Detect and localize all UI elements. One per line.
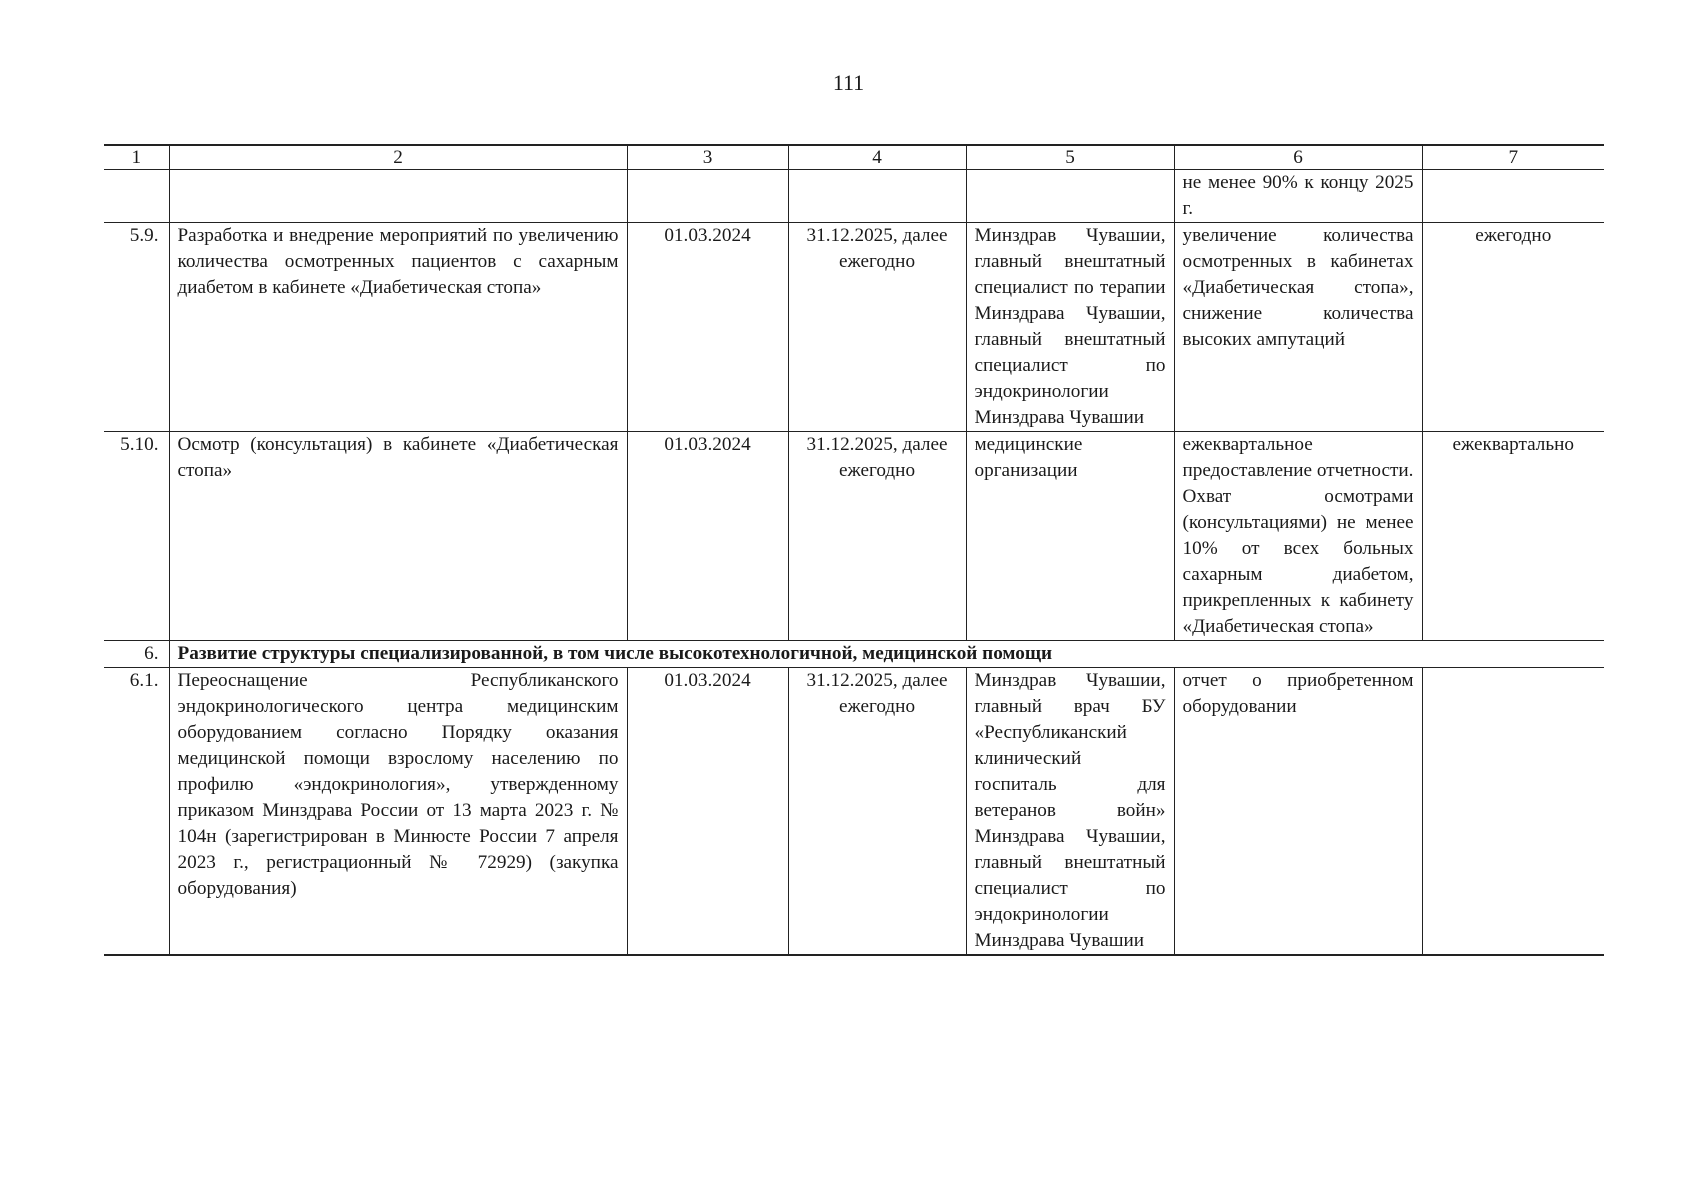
periodicity: ежеквартально — [1422, 432, 1604, 641]
header-col-6: 6 — [1174, 145, 1422, 170]
responsible: Минздрав Чувашии, главный врач БУ «Республиканский клинический госпиталь для ветеранов войн» Минздрава Чувашии, главный внештатный специалист по эндокринологии Минздрава Чувашии — [966, 668, 1174, 956]
measure-name: Переоснащение Республиканского эндокринологического центра медицинским оборудованием согласно Порядку оказания медицинской помощи взрослому населению по профилю «эндокринология», утвержденному приказом Минздрава России от 13 марта 2023 г. № 104н (зарегистрирован в Минюсте России 7 апреля 2023 г., регистрационный № 72929) (закупка оборудования) — [169, 668, 627, 956]
measure-name: Осмотр (консультация) в кабинете «Диабетическая стопа» — [169, 432, 627, 641]
result — [1174, 432, 1422, 641]
result-line-1: ежеквартальное предоставление отчетности. — [1182, 434, 1414, 481]
header-row — [104, 145, 1604, 170]
header-col-1: 1 — [104, 145, 169, 170]
periodicity: ежегодно — [1422, 223, 1604, 432]
section-number: 6. — [104, 641, 169, 668]
section-title: Развитие структуры специализированной, в том числе высокотехнологичной, медицинской помощи — [169, 641, 1604, 668]
result: увеличение количества осмотренных в кабинетах «Диабетическая стопа», снижение количества высоких ампутаций — [1174, 223, 1422, 432]
end-date: 31.12.2025, далее ежегодно — [788, 668, 966, 956]
measures-table — [104, 144, 1604, 956]
table-row-5-9 — [104, 223, 1604, 432]
page-number: 111 — [832, 70, 865, 95]
start-date: 01.03.2024 — [627, 223, 788, 432]
start-date: 01.03.2024 — [627, 668, 788, 956]
continuation-result: не менее 90% к концу 2025 г. — [1174, 170, 1422, 223]
header-col-2: 2 — [169, 145, 627, 170]
header-col-5: 5 — [966, 145, 1174, 170]
section-row-6 — [104, 641, 1604, 668]
responsible: Минздрав Чувашии, главный внештатный специалист по терапии Минздрава Чувашии, главный внештатный специалист по эндокринологии Минздрава Чувашии — [966, 223, 1174, 432]
responsible: медицинские организации — [966, 432, 1174, 641]
periodicity — [1422, 668, 1604, 956]
row-number: 5.10. — [104, 432, 169, 641]
header-col-7: 7 — [1422, 145, 1604, 170]
end-date: 31.12.2025, далее ежегодно — [788, 432, 966, 641]
header-col-3: 3 — [627, 145, 788, 170]
table-row-5-10 — [104, 432, 1604, 641]
measure-name: Разработка и внедрение мероприятий по увеличению количества осмотренных пациентов с сахарным диабетом в кабинете «Диабетическая стопа» — [169, 223, 627, 432]
result: отчет о приобретенном оборудовании — [1174, 668, 1422, 956]
continuation-row — [104, 170, 1604, 223]
header-col-4: 4 — [788, 145, 966, 170]
table-row-6-1 — [104, 668, 1604, 956]
end-date: 31.12.2025, далее ежегодно — [788, 223, 966, 432]
result-line-2: Охват осмотрами (консультациями) не менее 10% от всех больных сахарным диабетом, прикрепленных к кабинету «Диабетическая стопа» — [1182, 486, 1414, 637]
row-number: 5.9. — [104, 223, 169, 432]
start-date: 01.03.2024 — [627, 432, 788, 641]
row-number: 6.1. — [104, 668, 169, 956]
